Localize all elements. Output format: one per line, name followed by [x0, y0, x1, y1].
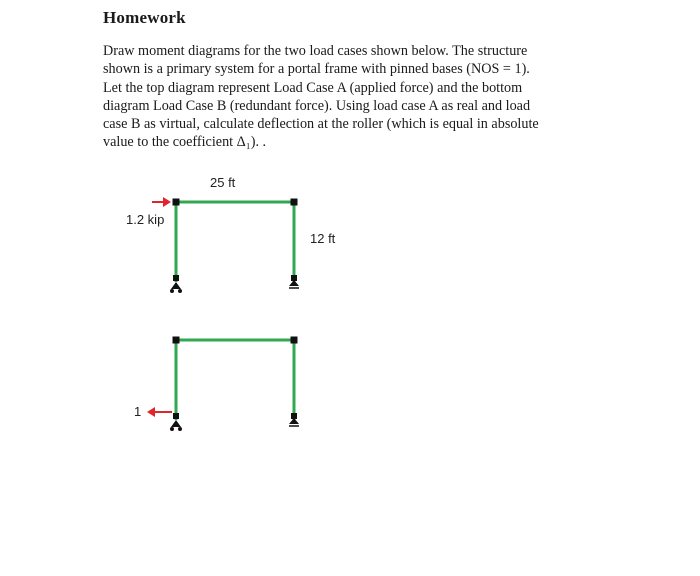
joint-b-top-right [291, 337, 298, 344]
paragraph-line: Let the top diagram represent Load Case A (applied force) and the bottom [103, 79, 523, 96]
paragraph-line: case B as virtual, calculate deflection at the roller (which is equal in absolute [103, 116, 539, 133]
load-case-a-frame [152, 197, 299, 293]
joint-b-top-left [173, 337, 180, 344]
load-b-label: 1 [134, 404, 142, 419]
roller-support-icon [289, 418, 299, 426]
span-label: 25 ft [210, 175, 236, 190]
paragraph-line: value to the coefficient Δ₁). . [103, 134, 267, 151]
joint-a-left-base [173, 275, 179, 281]
roller-support-icon [289, 280, 299, 288]
joint-a-top-left [173, 199, 180, 206]
applied-force-arrow-icon [152, 197, 171, 207]
pin-support-icon [170, 282, 182, 293]
load-a-label: 1.2 kip [126, 212, 165, 227]
paragraph-line: diagram Load Case B (redundant force). Using load case A as real and load [103, 97, 531, 114]
joint-b-left-base [173, 413, 179, 419]
height-label: 12 ft [310, 231, 336, 246]
document-title: Homework [103, 8, 186, 27]
load-case-b-frame [147, 337, 299, 432]
paragraph-line: Draw moment diagrams for the two load cases shown below. The structure [103, 43, 528, 59]
joint-a-top-right [291, 199, 298, 206]
redundant-force-arrow-icon [147, 407, 172, 417]
pin-support-icon [170, 420, 182, 431]
paragraph-line: shown is a primary system for a portal frame with pinned bases (NOS = 1). [103, 61, 530, 78]
